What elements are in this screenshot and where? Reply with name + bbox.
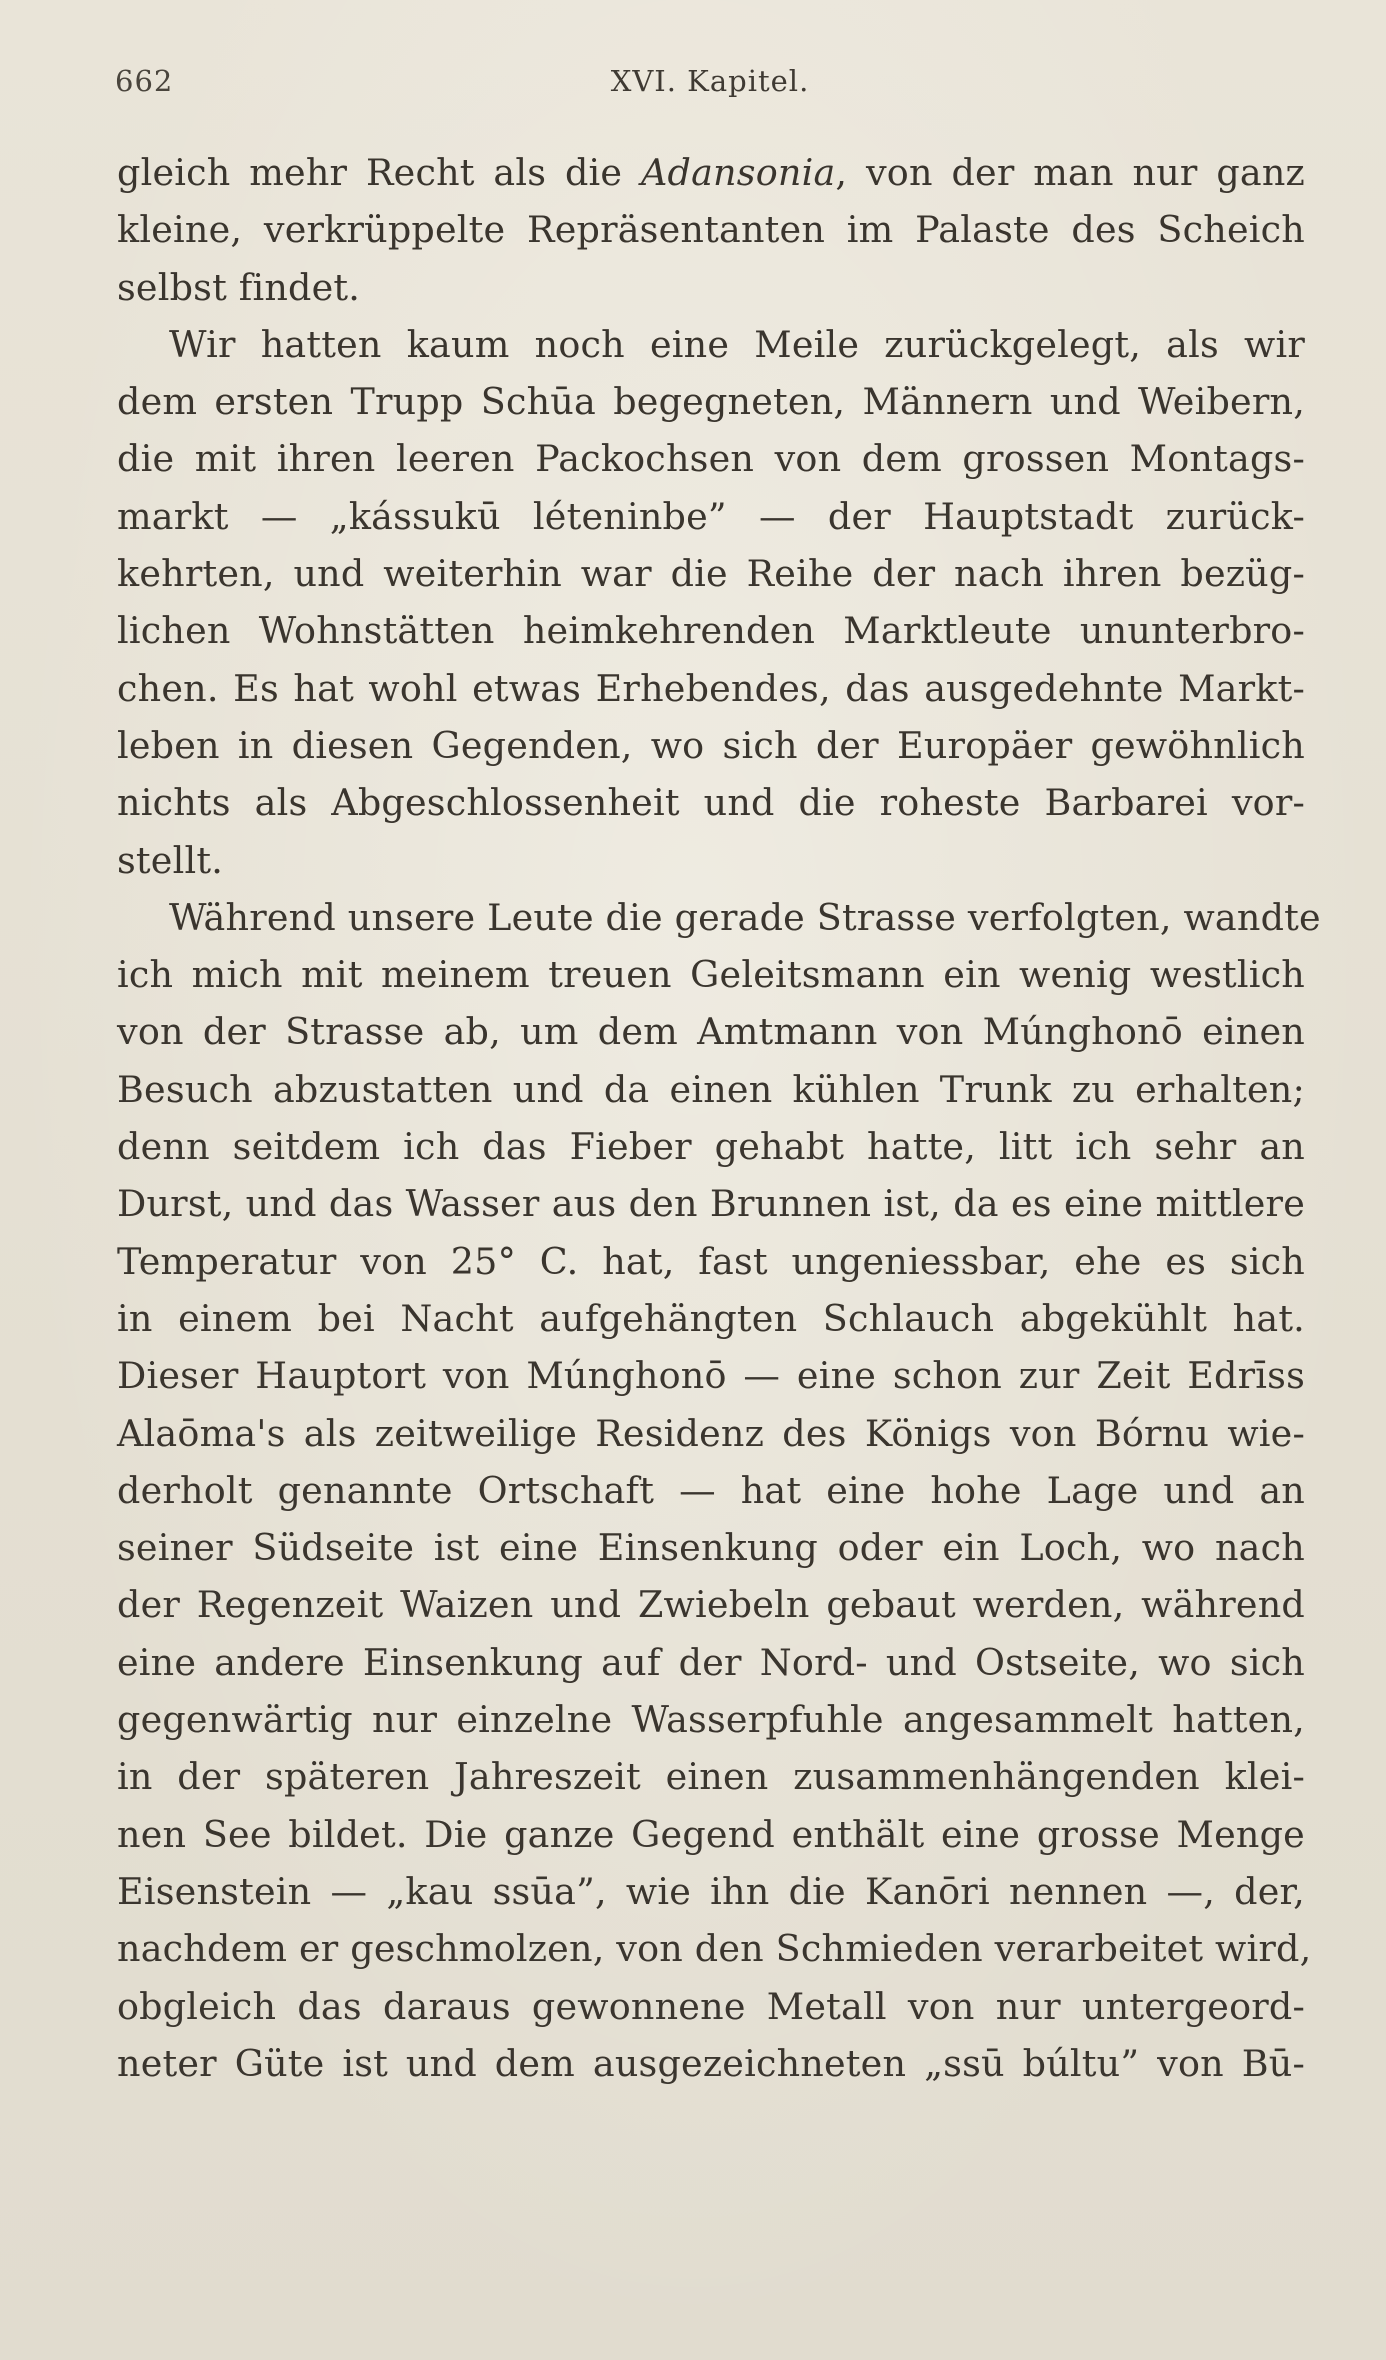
body-text bbox=[117, 144, 1321, 2092]
text-line: denn seitdem ich das Fieber gehabt hatte, litt ich sehr an bbox=[117, 1125, 1305, 1169]
italic-term: Adansonia bbox=[640, 151, 836, 194]
text-line: Eisenstein — „kau ssūa”, wie ihn die Kanōri nennen —, der, bbox=[117, 1869, 1305, 1913]
text-line: in einem bei Nacht aufgehängten Schlauch abgekühlt hat. bbox=[117, 1296, 1305, 1340]
text-line: nachdem er geschmolzen, von den Schmieden verarbeitet wird, bbox=[117, 1927, 1312, 1971]
text-line: von der Strasse ab, um dem Amtmann von Múnghonō einen bbox=[117, 1010, 1305, 1054]
page-number: 662 bbox=[115, 64, 174, 98]
text-line: lichen Wohnstätten heimkehrenden Marktleute ununterbro- bbox=[117, 609, 1305, 653]
text-line: chen. Es hat wohl etwas Erhebendes, das ausgedehnte Markt- bbox=[117, 666, 1305, 710]
text-line: die mit ihren leeren Packochsen von dem grossen Montags- bbox=[117, 437, 1305, 481]
text-line: Alaōma's als zeitweilige Residenz des Königs von Bórnu wie- bbox=[117, 1411, 1305, 1455]
text-line: seiner Südseite ist eine Einsenkung oder ein Loch, wo nach bbox=[117, 1526, 1305, 1570]
text-line: nen See bildet. Die ganze Gegend enthält eine grosse Menge bbox=[117, 1812, 1305, 1856]
text-line: obgleich das daraus gewonnene Metall von nur untergeord- bbox=[117, 1984, 1305, 2028]
paragraph-start-line: Wir hatten kaum noch eine Meile zurückgelegt, als wir bbox=[169, 322, 1305, 366]
running-head bbox=[115, 64, 1305, 108]
text-line: der Regenzeit Waizen und Zwiebeln gebaut werden, während bbox=[117, 1583, 1305, 1627]
text-line: kleine, verkrüppelte Repräsentanten im Palaste des Scheich bbox=[117, 208, 1305, 252]
text-line: Temperatur von 25° C. hat, fast ungeniessbar, ehe es sich bbox=[117, 1239, 1305, 1283]
text-line: ich mich mit meinem treuen Geleitsmann ein wenig westlich bbox=[117, 953, 1305, 997]
text-line: nichts als Abgeschlossenheit und die roheste Barbarei vor- bbox=[117, 781, 1305, 825]
text-line: kehrten, und weiterhin war die Reihe der nach ihren bezüg- bbox=[117, 552, 1305, 596]
text-line: markt — „kássukū léteninbe” — der Hauptstadt zurück- bbox=[117, 494, 1305, 538]
text-line: in der späteren Jahreszeit einen zusammenhängenden klei- bbox=[117, 1755, 1305, 1799]
text-line: gleich mehr Recht als die Adansonia, von der man nur ganz bbox=[117, 151, 1305, 194]
text-line: derholt genannte Ortschaft — hat eine hohe Lage und an bbox=[117, 1468, 1305, 1512]
text-line: neter Güte ist und dem ausgezeichneten „ssū búltu” von Bū- bbox=[117, 2041, 1305, 2085]
chapter-title: XVI. Kapitel. bbox=[610, 64, 810, 98]
text-line: dem ersten Trupp Schūa begegneten, Männern und Weibern, bbox=[117, 380, 1305, 424]
paragraph-end-line: selbst findet. bbox=[117, 265, 361, 309]
paragraph-end-line: stellt. bbox=[117, 838, 224, 882]
text-line: leben in diesen Gegenden, wo sich der Europäer gewöhnlich bbox=[117, 723, 1305, 767]
text-line: eine andere Einsenkung auf der Nord- und Ostseite, wo sich bbox=[117, 1640, 1305, 1684]
text-line: gegenwärtig nur einzelne Wasserpfuhle angesammelt hatten, bbox=[117, 1698, 1305, 1742]
text-line: Durst, und das Wasser aus den Brunnen ist, da es eine mittlere bbox=[117, 1182, 1305, 1226]
paragraph-start-line: Während unsere Leute die gerade Strasse verfolgten, wandte bbox=[169, 895, 1321, 939]
text-line: Dieser Hauptort von Múnghonō — eine schon zur Zeit Edrīss bbox=[117, 1354, 1305, 1398]
text-line: Besuch abzustatten und da einen kühlen Trunk zu erhalten; bbox=[117, 1067, 1305, 1111]
